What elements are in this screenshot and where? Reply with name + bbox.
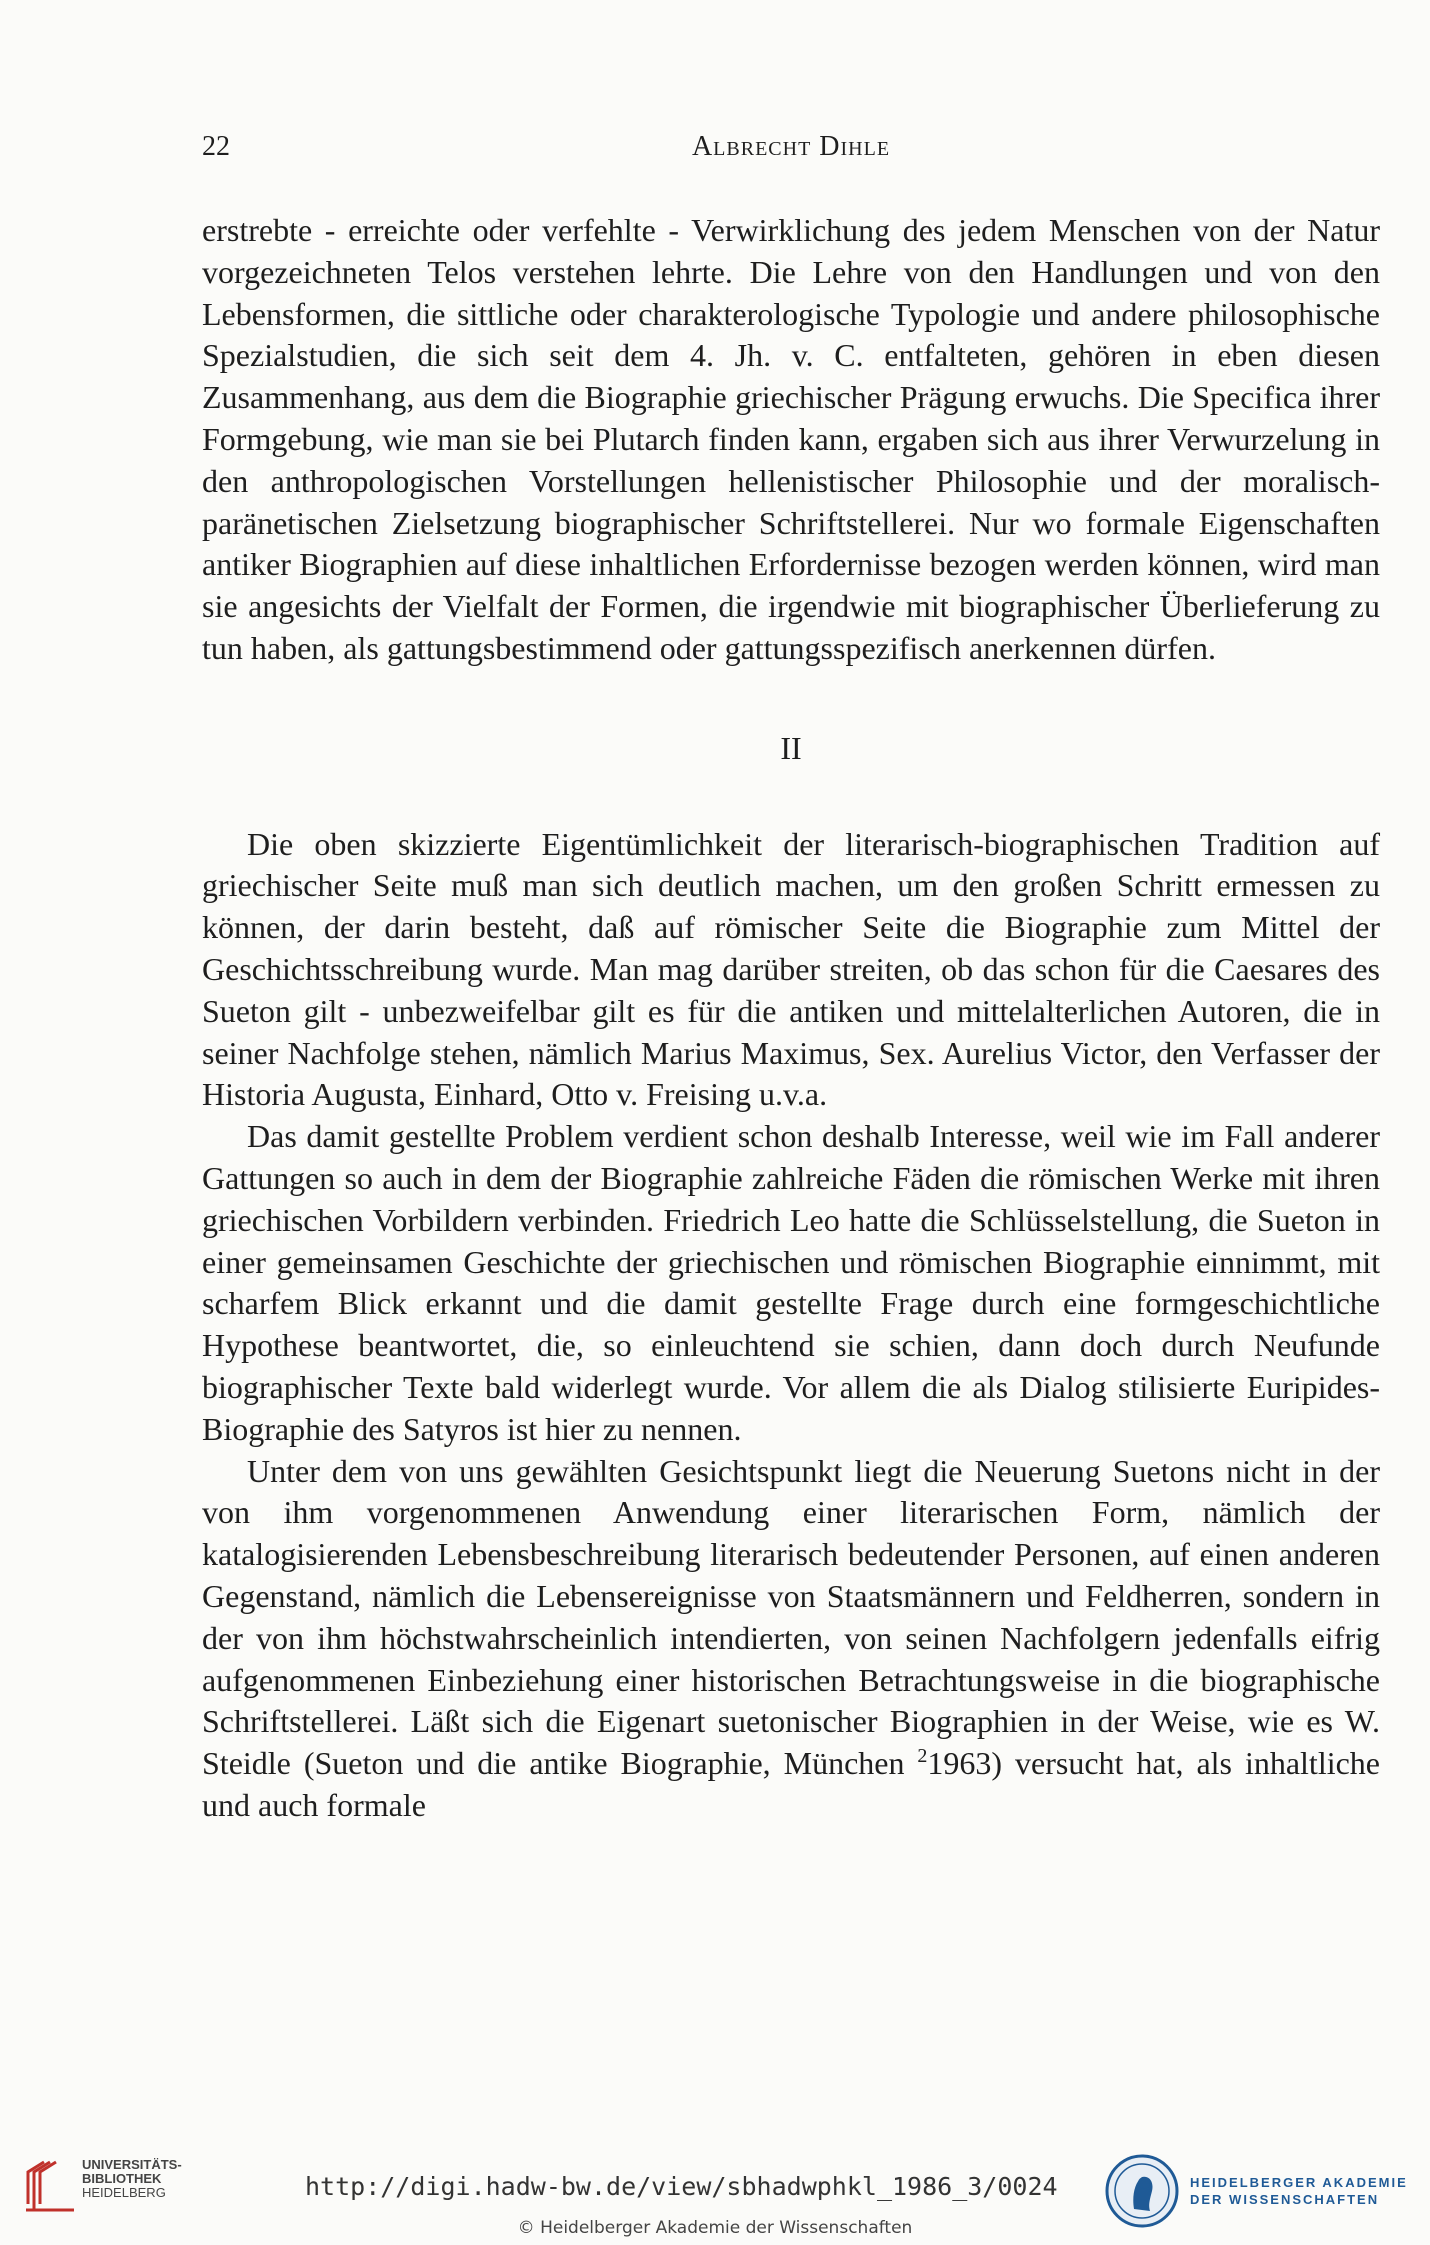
section-number: II [780, 729, 802, 766]
body-text [202, 210, 1380, 1827]
copyright-notice: © Heidelberger Akademie der Wissenschaften [517, 2218, 913, 2238]
library-line-3: HEIDELBERG [82, 2185, 166, 2200]
edition-superscript: 2 [917, 1745, 928, 1768]
academy-line-1: HEIDELBERGER AKADEMIE [1190, 2175, 1408, 2190]
library-line-1: UNIVERSITÄTS- [82, 2157, 182, 2172]
university-library-logo-icon [14, 2154, 84, 2214]
paragraph-4-part-b: 1963) versucht hat, als inhaltliche und auch formale [202, 1745, 1380, 1823]
page-number: 22 [202, 131, 230, 162]
paragraph-2: Die oben skizzierte Eigentümlichkeit der literarisch-biographischen Tradition auf griechischer Seite muß man sich deutlich machen, um den großen Schritt ermessen zu können, der darin besteht, daß auf römischer Seite die Biographie zum Mittel der Geschichtsschreibung wurde. Man mag darüber streiten, ob das schon für die Caesares des Sueton gilt - unbezweifelbar gilt es für die antiken und mittelalterlichen Autoren, die in seiner Nachfolge stehen, nämlich Marius Maximus, Sex. Aurelius Victor, den Verfasser der Historia Augusta, Einhard, Otto v. Freising u.v.a. [202, 825, 1380, 1113]
paragraph-1: erstrebte - erreichte oder verfehlte - Verwirklichung des jedem Menschen von der Natur vorgezeichneten Telos verstehen lehrte. Die Lehre von den Handlungen und von den Lebensformen, die sittliche oder charakterologische Typologie und andere philosophische Spezialstudien, die sich seit dem 4. Jh. v. C. entfalteten, gehören in eben diesen Zusammenhang, aus dem die Biographie griechischer Prägung erwuchs. Die Specifica ihrer Formgebung, wie man sie bei Plutarch finden kann, ergaben sich aus ihrer Verwurzelung in den anthropologischen Vorstellungen hellenistischer Philosophie und der moralisch-paränetischen Zielsetzung biographischer Schriftstellerei. Nur wo formale Eigenschaften antiker Biographien auf diese inhaltlichen Erfordernisse bezogen werden können, wird man sie angesichts der Vielfalt der Formen, die irgendwie mit biographischer Überlieferung zu tun haben, als gattungsbestimmend oder gattungsspezifisch anerkennen dürfen. [202, 212, 1380, 666]
academy-line-2: DER WISSENSCHAFTEN [1190, 2192, 1380, 2207]
running-head: Albrecht Dihle [691, 131, 891, 162]
library-line-2: BIBLIOTHEK [82, 2171, 162, 2186]
permalink-url[interactable]: http://digi.hadw-bw.de/view/sbhadwphkl_1986_3/0024 [305, 2172, 1058, 2201]
page-header [202, 131, 1380, 171]
academy-name [1190, 2174, 1408, 2208]
academy-seal-icon [1104, 2153, 1180, 2229]
paragraph-4-part-a: Unter dem von uns gewählten Gesichtspunkt liegt die Neuerung Suetons nicht in der von ihm vorgenommenen Anwendung einer literarischen Form, nämlich der katalogisierenden Lebensbeschreibung literarisch bedeutender Personen, auf einen anderen Gegenstand, nämlich die Lebensereignisse von Staatsmännern und Feldherren, sondern in der von ihm höchstwahrscheinlich intendierten, von seinen Nachfolgern jedenfalls eifrig aufgenommenen Einbeziehung einer historischen Betrachtungsweise in die biographische Schriftstellerei. Läßt sich die Eigenart suetonischer Biographien in der Weise, wie es W. Steidle (Sueton und die antike Biographie, München [202, 1452, 1380, 1782]
paragraph-4 [202, 1451, 1380, 1827]
footer [0, 2140, 1430, 2245]
paragraph-3: Das damit gestellte Problem verdient schon deshalb Interesse, weil wie im Fall anderer Gattungen so auch in dem der Biographie zahlreiche Fäden die römischen Werke mit ihren griechischen Vorbildern verbinden. Friedrich Leo hatte die Schlüsselstellung, die Sueton in einer gemeinsamen Geschichte der griechischen und römischen Biographie einnimmt, mit scharfem Blick erkannt und die damit gestellte Frage durch eine formgeschichtliche Hypothese beantwortet, die, so einleuchtend sie schien, dann doch durch Neufunde biographischer Texte bald widerlegt wurde. Vor allem die als Dialog stilisierte Euripides-Biographie des Satyros ist hier zu nennen. [202, 1118, 1380, 1447]
university-library-name [82, 2158, 182, 2200]
